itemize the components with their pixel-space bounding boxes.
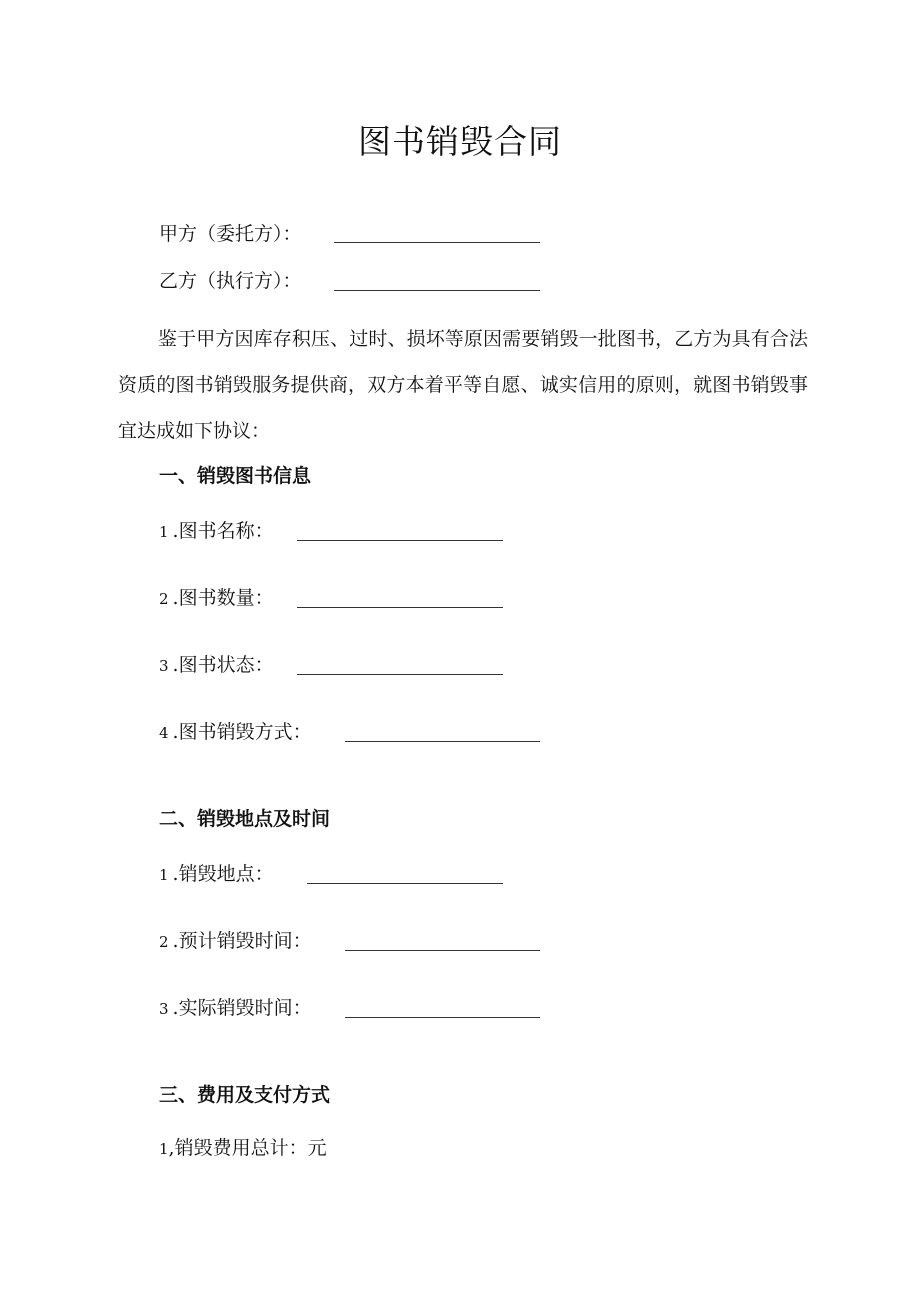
destruction-method-blank xyxy=(345,741,540,742)
item-destruction-location xyxy=(159,862,274,887)
item-number: 2 xyxy=(159,933,169,951)
item-book-name xyxy=(159,519,274,544)
item-number: 1 xyxy=(159,523,169,541)
book-condition-blank xyxy=(297,674,503,675)
item-book-condition xyxy=(159,653,274,678)
party-a-blank xyxy=(334,242,540,243)
item-number: 3 xyxy=(159,657,169,675)
item-label: .图书销毁方式： xyxy=(172,721,312,743)
item-destruction-method xyxy=(159,720,312,745)
page-title: 图书销毁合同 xyxy=(358,122,562,161)
item-label: .销毁地点： xyxy=(172,863,274,885)
item-label: ,销毁费用总计：元 xyxy=(168,1137,327,1159)
item-label: .实际销毁时间： xyxy=(172,997,312,1019)
item-number: 3 xyxy=(159,1000,169,1018)
actual-time-blank xyxy=(345,1017,540,1018)
section-1-heading: 一、销毁图书信息 xyxy=(159,465,312,487)
item-label: .图书状态： xyxy=(172,654,274,676)
item-number: 1 xyxy=(159,1140,169,1158)
item-actual-time xyxy=(159,996,312,1021)
section-3-heading: 三、费用及支付方式 xyxy=(159,1084,331,1106)
book-name-blank xyxy=(297,540,503,541)
item-book-quantity xyxy=(159,586,274,611)
item-label: .图书名称： xyxy=(172,520,274,542)
item-planned-time xyxy=(159,929,312,954)
party-b-blank xyxy=(334,290,540,291)
intro-paragraph: 鉴于甲方因库存积压、过时、损坏等原因需要销毁一批图书，乙方为具有合法资质的图书销毁服务提供商，双方本着平等自愿、诚实信用的原则，就图书销毁事宜达成如下协议： xyxy=(118,328,808,442)
destruction-location-blank xyxy=(307,883,503,884)
item-label: .预计销毁时间： xyxy=(172,930,312,952)
item-number: 4 xyxy=(159,724,169,742)
party-b-label: 乙方（执行方）： xyxy=(159,270,302,292)
party-a-label: 甲方（委托方）： xyxy=(159,223,302,245)
book-quantity-blank xyxy=(297,607,503,608)
item-number: 1 xyxy=(159,866,169,884)
item-label: .图书数量： xyxy=(172,587,274,609)
section-2-heading: 二、销毁地点及时间 xyxy=(159,808,331,830)
item-number: 2 xyxy=(159,590,169,608)
item-total-fee xyxy=(159,1136,327,1161)
planned-time-blank xyxy=(345,950,540,951)
